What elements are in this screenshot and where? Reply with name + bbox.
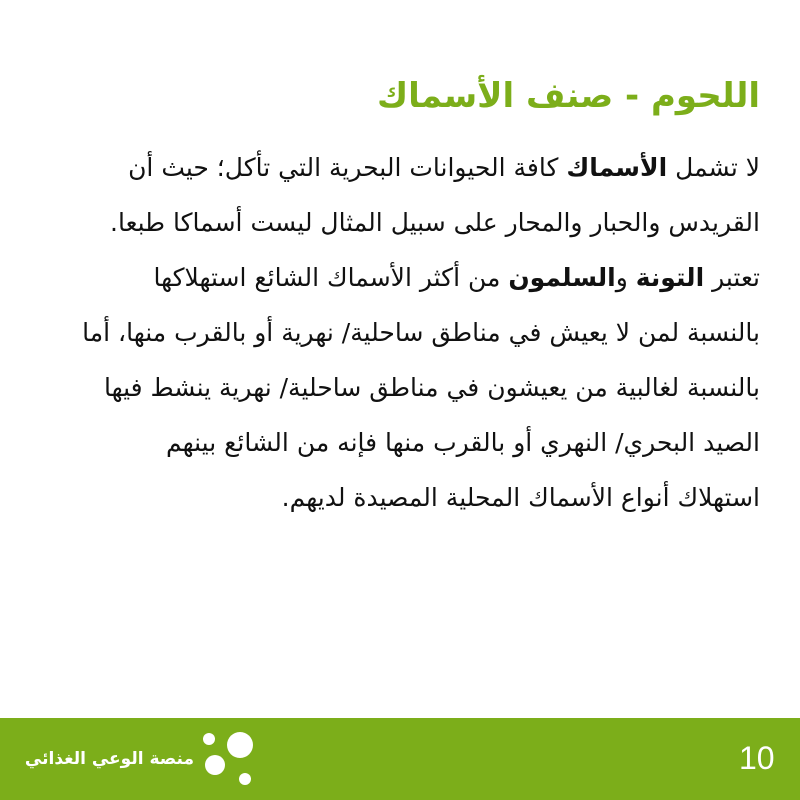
text-segment: كافة الحيوانات البحرية التي تأكل؛ حيث أن <box>128 153 567 182</box>
paragraph-line: بالنسبة لغالبية من يعيشون في مناطق ساحلية/ نهرية ينشط فيها <box>103 373 760 402</box>
logo-dot-small-top <box>203 733 215 745</box>
footer-bar <box>0 718 800 800</box>
highlight-salmon: السلمون <box>508 263 616 292</box>
brand-name: منصة الوعي الغذائي <box>24 749 194 769</box>
paragraph-line <box>40 140 760 195</box>
logo-dot-medium <box>205 755 225 775</box>
paragraph-line: بالنسبة لمن لا يعيش في مناطق ساحلية/ نهرية أو بالقرب منها، أما <box>82 318 760 347</box>
paragraph-line: الصيد البحري/ النهري أو بالقرب منها فإنه من الشائع بينهم <box>165 428 760 457</box>
paragraph-line: القريدس والحبار والمحار على سبيل المثال ليست أسماكا طبعا. <box>110 208 760 237</box>
text-segment: تعتبر <box>704 263 760 292</box>
highlight-fish: الأسماك <box>566 153 668 182</box>
text-segment: لا تشمل <box>667 153 760 182</box>
paragraph-line: استهلاك أنواع الأسماك المحلية المصيدة لديهم. <box>281 483 760 512</box>
page-number: 10 <box>739 740 775 776</box>
logo-dot-small-bottom <box>239 773 251 785</box>
page-title: اللحوم - صنف الأسماك <box>376 76 760 116</box>
text-segment: من أكثر الأسماك الشائع استهلاكها <box>153 263 509 292</box>
paragraph-line <box>40 250 760 305</box>
text-segment: و <box>615 263 636 292</box>
article-body <box>40 140 760 525</box>
highlight-tuna: التونة <box>635 263 705 292</box>
dots-logo-icon <box>200 731 256 787</box>
logo-dot-large <box>227 732 253 758</box>
